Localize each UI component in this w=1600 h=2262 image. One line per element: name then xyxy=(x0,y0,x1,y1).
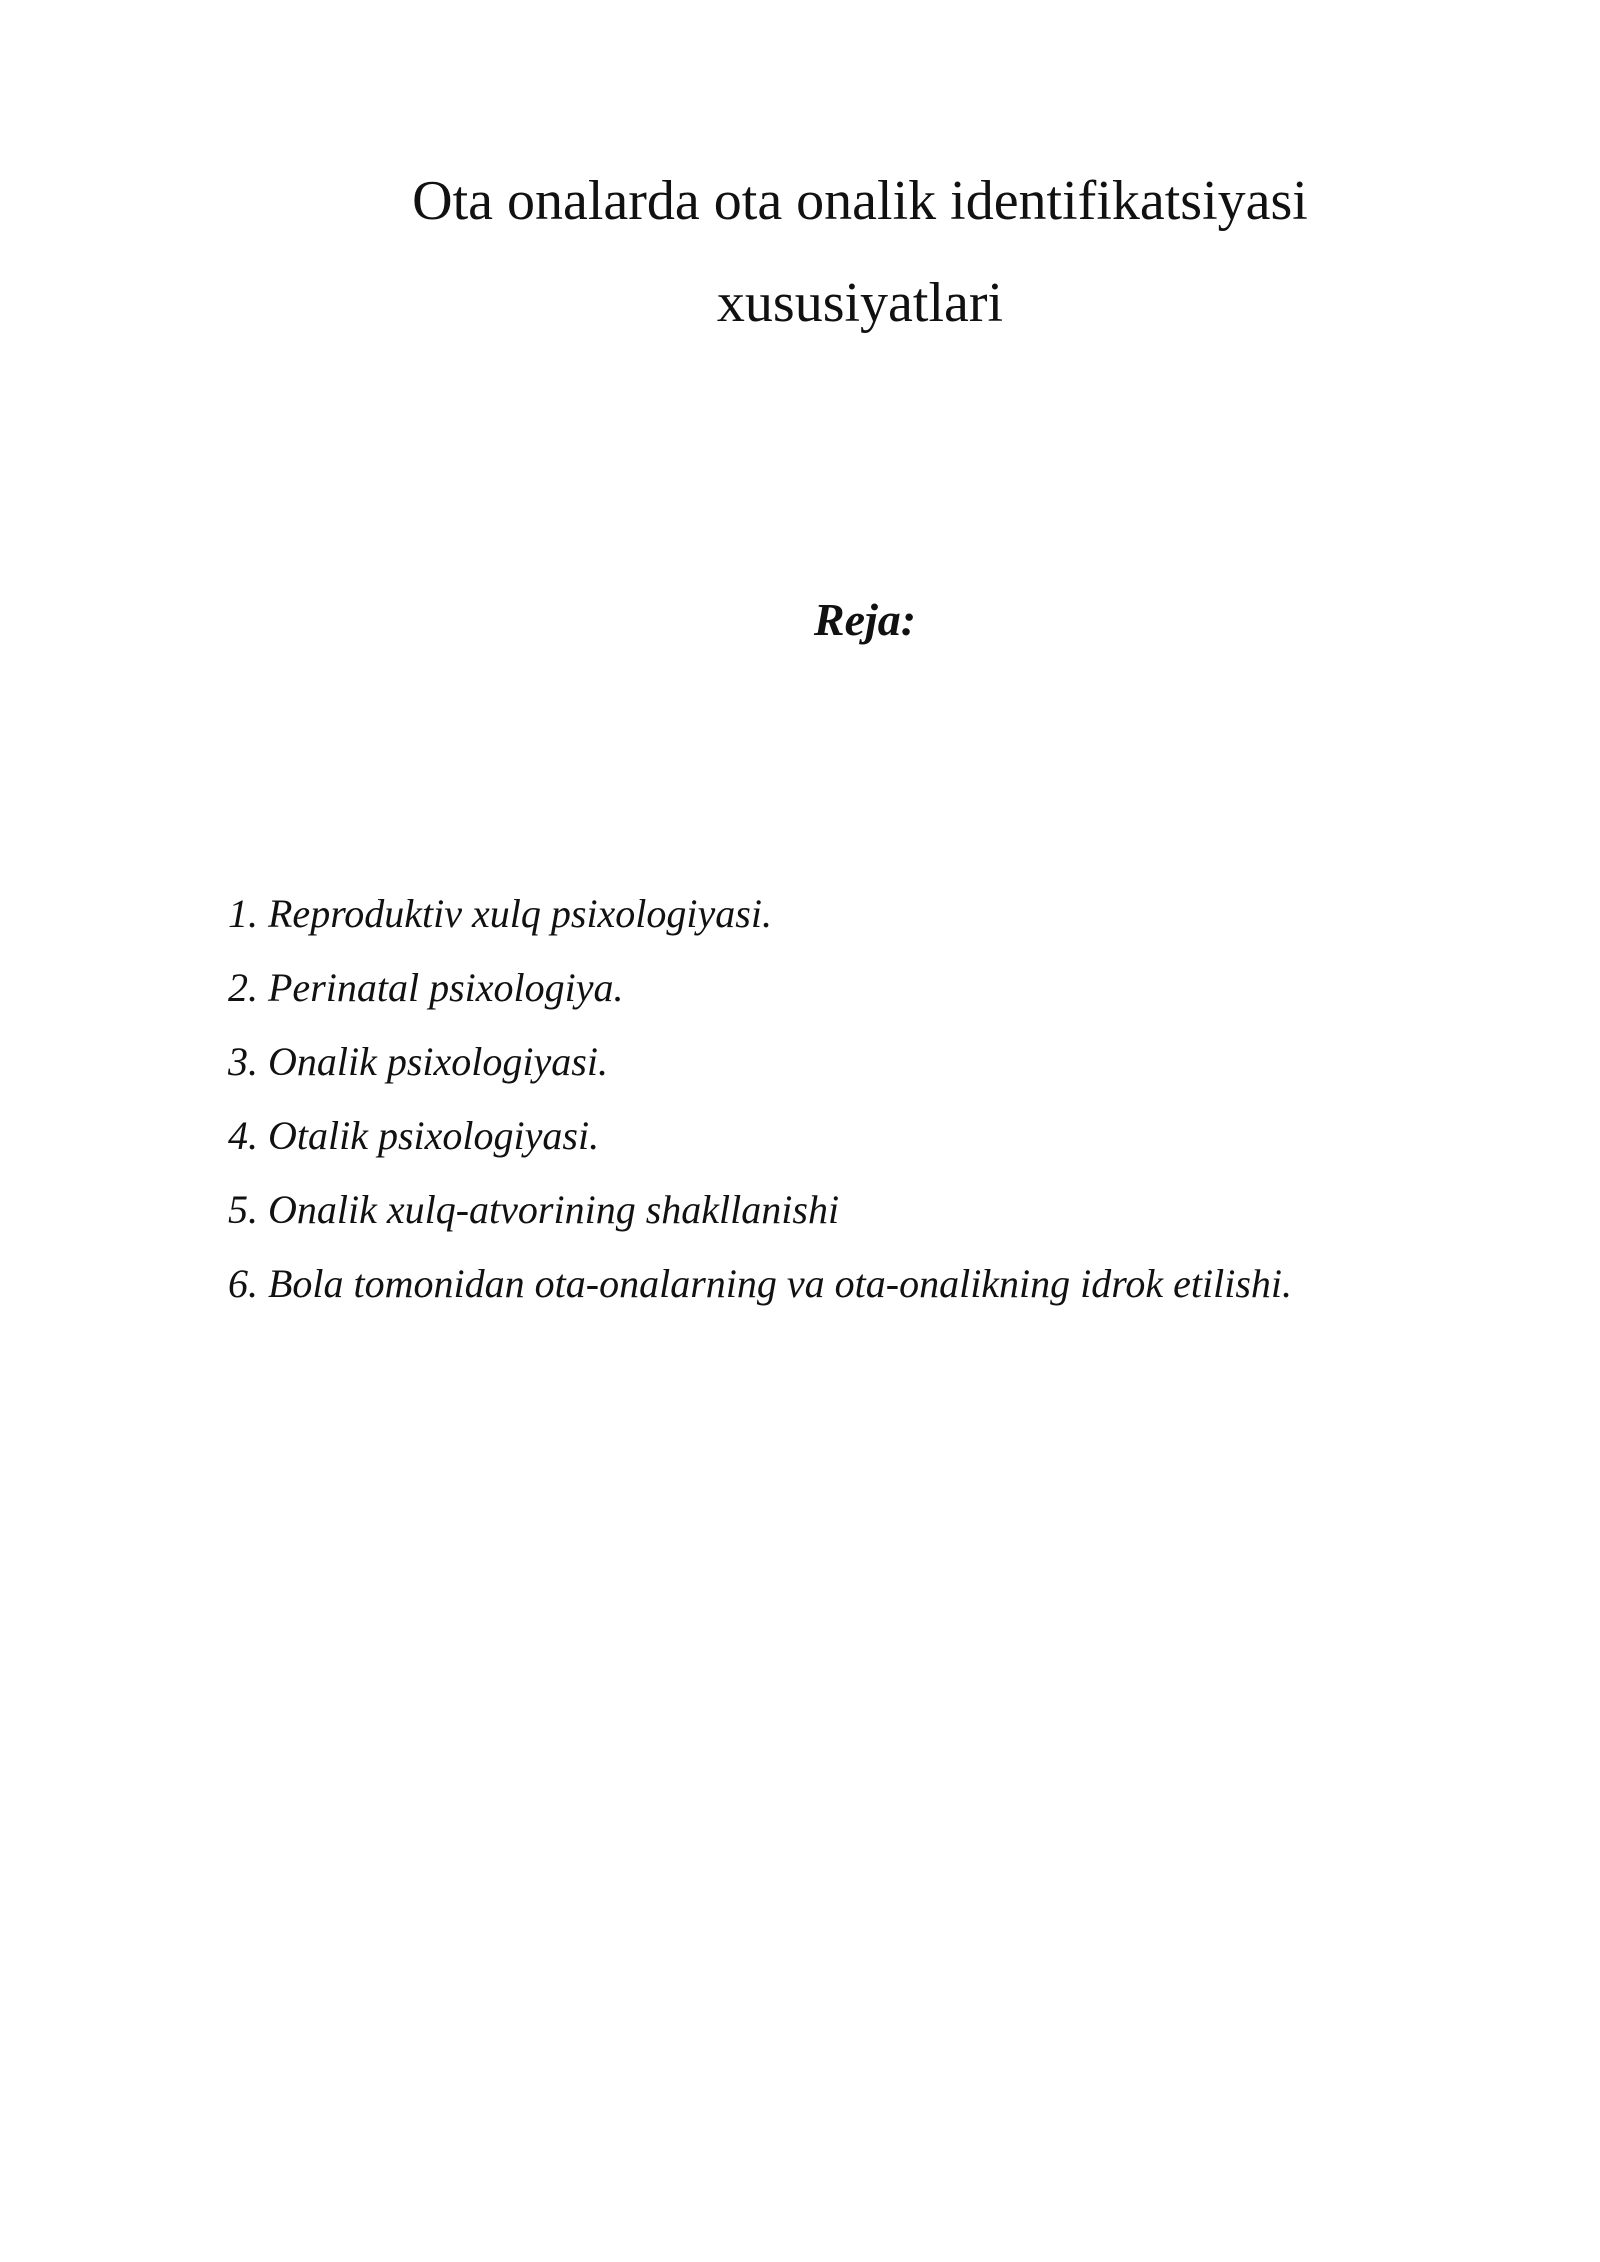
plan-item-number: 1. xyxy=(228,891,258,936)
plan-item xyxy=(228,877,1292,951)
plan-list xyxy=(228,877,1292,1321)
plan-item-text: Onalik psixologiyasi. xyxy=(268,1039,608,1084)
plan-item-number: 5. xyxy=(228,1187,258,1232)
plan-item-text: Perinatal psixologiya. xyxy=(268,965,624,1010)
plan-heading: Reja: xyxy=(813,594,917,645)
plan-item xyxy=(228,1025,1292,1099)
plan-item-text: Bola tomonidan ota-onalarning va ota-onalikning idrok etilishi. xyxy=(268,1261,1293,1306)
plan-item-text: Onalik xulq-atvorining shakllanishi xyxy=(268,1187,840,1232)
plan-item xyxy=(228,1247,1292,1321)
plan-item-number: 2. xyxy=(228,965,258,1010)
title-line-2: xususiyatlari xyxy=(716,272,1004,334)
title-line-1: Ota onalarda ota onalik identifikatsiyasi xyxy=(412,170,1308,232)
plan-item-number: 3. xyxy=(228,1039,258,1084)
plan-item-number: 6. xyxy=(228,1261,258,1306)
plan-item-number: 4. xyxy=(228,1113,258,1158)
plan-item xyxy=(228,1173,1292,1247)
plan-item-text: Reproduktiv xulq psixologiyasi. xyxy=(268,891,772,936)
document-title xyxy=(330,150,1390,354)
plan-item xyxy=(228,951,1292,1025)
plan-item xyxy=(228,1099,1292,1173)
plan-item-text: Otalik psixologiyasi. xyxy=(268,1113,600,1158)
